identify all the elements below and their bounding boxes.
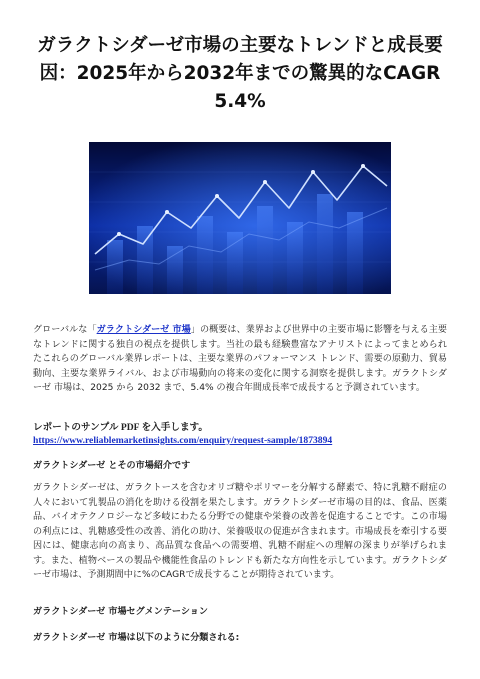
sample-pdf-block [33,422,447,447]
market-intro-paragraph: ガラクトシダーゼは、ガラクトースを含むオリゴ糖やポリマーを分解する酵素で、特に乳糖不耐症の人々において乳製品の消化を助ける役割を果たします。ガラクトシダーゼ市場の目的は、食品、医薬品、バイオテクノロジーなど多岐にわたる分野での健康や栄養の改善を促進することです。この市場の利点には、乳糖感受性の改善、消化の助け、栄養吸収の促進が含まれます。市場成長を牽引する要因には、健康志向の高まり、高品質な食品への需要増、乳糖不耐症への理解の深まりが挙げられます。また、植物ベースの製品や機能性食品のトレンドも新たな方向性を示しています。ガラクトシダーゼ市場は、予測期間中に%のCAGRで成長することが期待されています。 [33,483,447,580]
market-growth-chart-image [89,142,391,294]
market-keyword-link[interactable]: ガラクトシダーゼ 市場 [96,325,191,335]
segmentation-heading: ガラクトシダーゼ 市場セグメンテーション [33,607,208,617]
page-title: ガラクトシダーゼ市場の主要なトレンドと成長要因：2025年から2032年までの驚異的なCAGR 5.4% [37,35,443,112]
intro-paragraph [33,323,447,396]
sample-pdf-label: レポートのサンプル PDF を入手します。 [33,422,208,433]
intro-prefix: グローバルな「 [33,325,97,335]
sample-pdf-link[interactable]: https://www.reliablemarketinsights.com/enquiry/request-sample/1873894 [33,434,333,446]
classification-heading: ガラクトシダーゼ 市場は以下のように分類される: [33,633,240,643]
intro-suffix: 」の概要は、業界および世界中の主要市場に影響を与える主要なトレンドに関する独自の視点を提供します。当社の最も経験豊富なアナリストによってまとめられたこれらのグローバル業界レポートは、主要な業界のパフォーマンス トレンド、需要の原動力、貿易動向、主要な業界ライバル、および市場動向の将来の変化に関する洞察を提供します。ガラクトシダーゼ 市場は、2025 から 2032 まで、5.4% の複合年間成長率で成長すると予測されています。 [33,325,447,393]
market-intro-heading: ガラクトシダーゼ とその市場紹介です [33,461,191,471]
